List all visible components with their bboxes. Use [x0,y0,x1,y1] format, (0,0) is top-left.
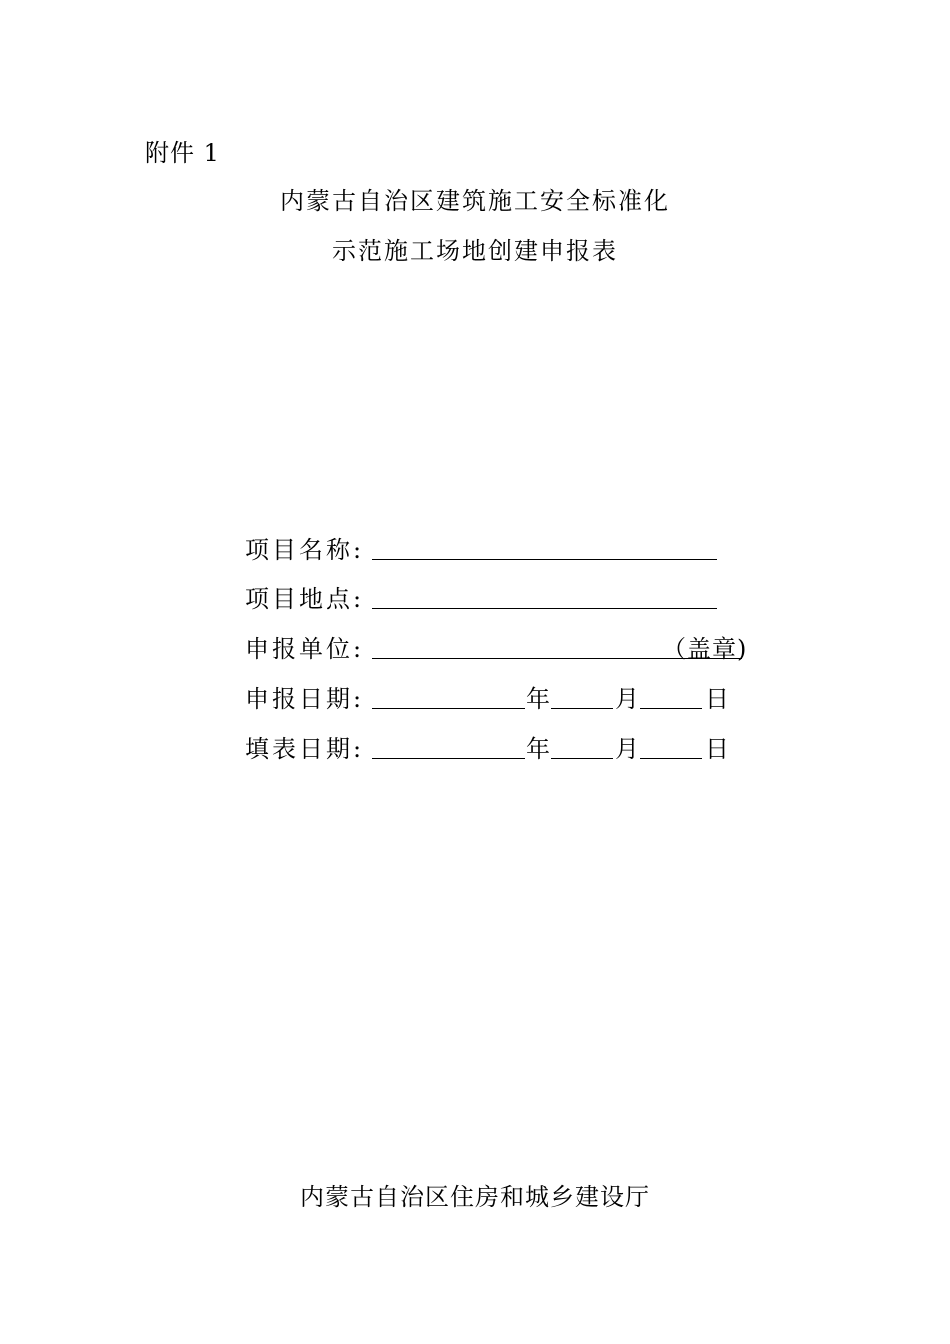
applicant-unit-blank[interactable] [372,632,662,659]
fill-year-unit: 年 [526,735,550,763]
form-title-line-1: 内蒙古自治区建筑施工安全标准化 [280,187,670,215]
form-title-line-2: 示范施工场地创建申报表 [332,237,618,265]
project-location-label: 项目地点: [245,585,365,613]
application-day-unit: 日 [705,685,729,713]
project-name-blank[interactable] [372,533,717,560]
project-name-label: 项目名称: [245,536,365,564]
fill-month-unit: 月 [615,735,639,763]
application-month-unit: 月 [615,685,639,713]
application-year-blank[interactable] [372,682,525,709]
application-day-blank[interactable] [640,682,702,709]
project-location-blank[interactable] [372,582,717,609]
applicant-unit-label: 申报单位: [245,635,365,663]
fill-day-unit: 日 [705,735,729,763]
fill-day-blank[interactable] [640,732,702,759]
application-year-unit: 年 [526,685,550,713]
issuing-authority: 内蒙古自治区住房和城乡建设厅 [300,1183,650,1211]
fill-month-blank[interactable] [551,732,613,759]
fill-year-blank[interactable] [372,732,525,759]
fill-date-label: 填表日期: [245,735,365,763]
seal-note: （盖章) [662,635,748,663]
application-month-blank[interactable] [551,682,613,709]
application-date-label: 申报日期: [245,685,365,713]
attachment-label: 附件 1 [145,139,220,167]
